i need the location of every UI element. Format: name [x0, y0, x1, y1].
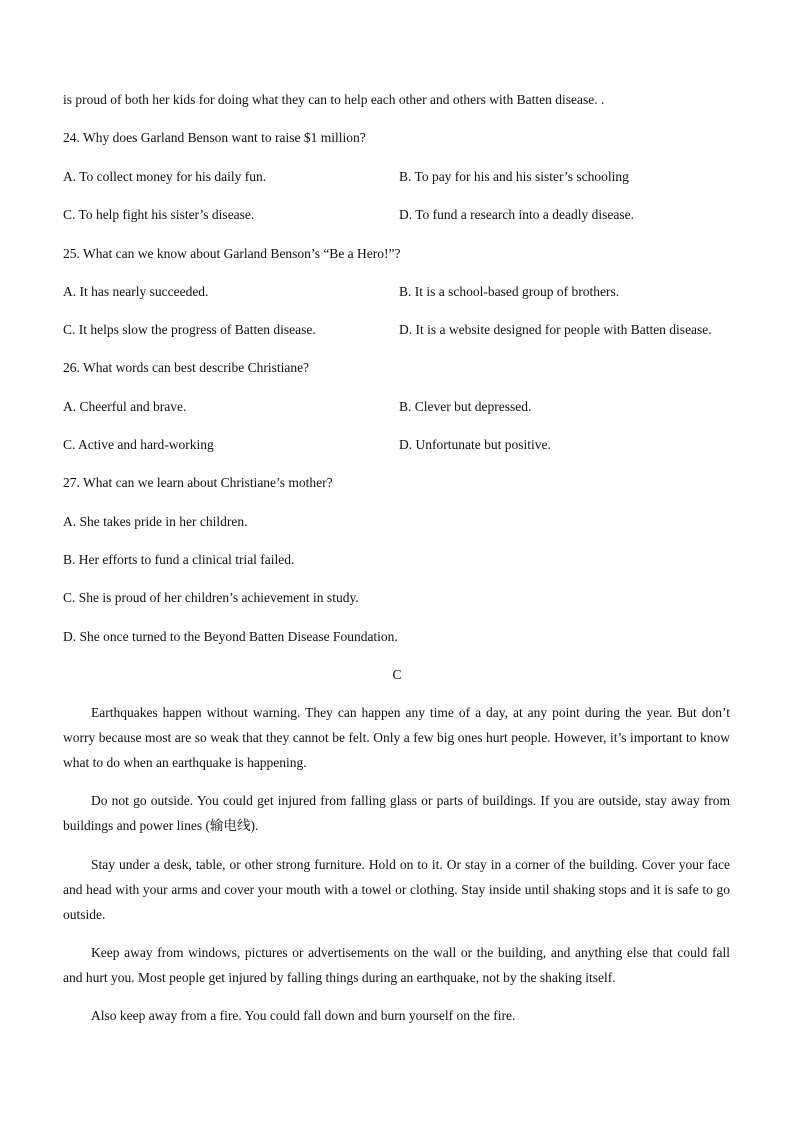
section-label: C: [392, 667, 402, 682]
intro-tail: is proud of both her kids for doing what they can to help each other and others with Batten disease. .: [63, 92, 605, 107]
question-stem: 25. What can we know about Garland Benson’s “Be a Hero!”?: [63, 246, 401, 261]
passage-paragraph: Earthquakes happen without warning. They can happen any time of a day, at any point during the year. But don’t worry because most are so weak that they cannot be felt. Only a few big ones hurt people. However, it’s important to know what to do when an earthquake is happening.: [63, 705, 730, 770]
option-d: D. She once turned to the Beyond Batten Disease Foundation.: [63, 629, 398, 644]
question-stem: 24. Why does Garland Benson want to raise $1 million?: [63, 130, 366, 145]
option-a: A. To collect money for his daily fun.: [63, 169, 267, 184]
passage-paragraph: Do not go outside. You could get injured from falling glass or parts of buildings. If you are outside, stay away from buildings and power lines (输电线).: [63, 793, 730, 833]
option-d: D. To fund a research into a deadly disease.: [399, 207, 634, 222]
option-b: B. Clever but depressed.: [399, 399, 532, 414]
option-b: B. Her efforts to fund a clinical trial failed.: [63, 552, 295, 567]
passage-paragraph: Keep away from windows, pictures or advertisements on the wall or the building, and anything else that could fall and hurt you. Most people get injured by falling things during an earthquake, not by the shaking itself.: [63, 945, 730, 985]
option-c: C. It helps slow the progress of Batten disease.: [63, 322, 316, 337]
question-stem: 27. What can we learn about Christiane’s mother?: [63, 475, 333, 490]
option-a: A. She takes pride in her children.: [63, 514, 248, 529]
option-c: C. Active and hard-working: [63, 437, 214, 452]
question-stem: 26. What words can best describe Christiane?: [63, 360, 310, 375]
option-c: C. She is proud of her children’s achievement in study.: [63, 590, 359, 605]
passage-paragraph: Also keep away from a fire. You could fall down and burn yourself on the fire.: [91, 1008, 516, 1023]
option-d: D. Unfortunate but positive.: [399, 437, 551, 452]
option-a: A. It has nearly succeeded.: [63, 284, 209, 299]
option-c: C. To help fight his sister’s disease.: [63, 207, 255, 222]
option-d: D. It is a website designed for people with Batten disease.: [399, 322, 712, 337]
option-b: B. To pay for his and his sister’s schooling: [399, 169, 629, 184]
option-a: A. Cheerful and brave.: [63, 399, 187, 414]
passage-paragraph: Stay under a desk, table, or other strong furniture. Hold on to it. Or stay in a corner of the building. Cover your face and head with your arms and cover your mouth with a towel or clothing. Stay inside until shaking stops and it is safe to go outside.: [63, 857, 730, 922]
option-b: B. It is a school-based group of brothers.: [399, 284, 620, 299]
